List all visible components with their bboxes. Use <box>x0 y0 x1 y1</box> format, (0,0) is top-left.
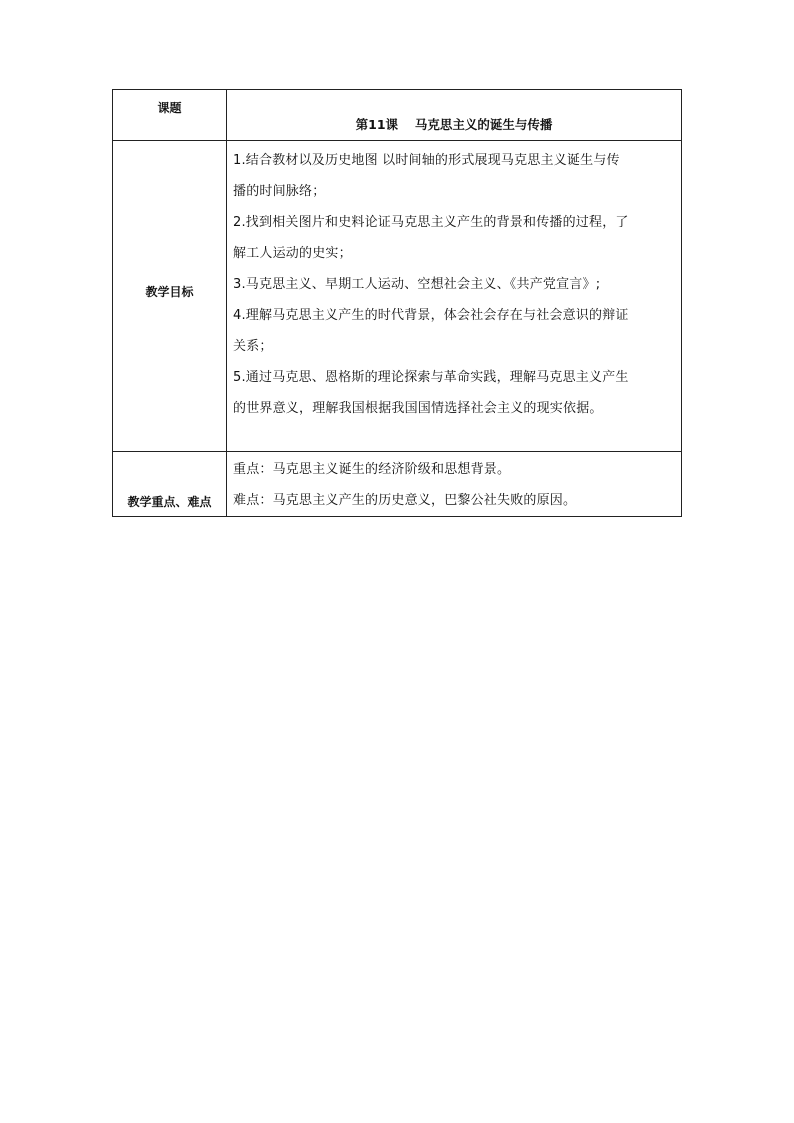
goal-line: 解工人运动的史实； <box>233 246 352 261</box>
goals-label-cell <box>113 141 227 452</box>
title-label: 课题 <box>157 101 182 115</box>
key-point: 重点：马克思主义诞生的经济阶级和思想背景。 <box>233 462 511 477</box>
lesson-title: 第11课 马克思主义的诞生与传播 <box>355 117 553 132</box>
key-label: 教学重点、难点 <box>127 495 212 509</box>
goal-line: 的世界意义，理解我国根据我国国情选择社会主义的现实依据。 <box>233 401 603 416</box>
goal-line: 5.通过马克思、恩格斯的理论探索与革命实践，理解马克思主义产生 <box>233 370 629 385</box>
goal-line: 2.找到相关图片和史料论证马克思主义产生的背景和传播的过程，了 <box>233 215 629 230</box>
key-label-cell <box>113 452 227 517</box>
goal-line: 播的时间脉络； <box>233 184 326 199</box>
lesson-plan-table <box>112 89 682 517</box>
goal-line: 1.结合教材以及历史地图 以时间轴的形式展现马克思主义诞生与传 <box>233 153 620 168</box>
goals-list <box>227 141 681 424</box>
goals-content-cell <box>227 141 682 452</box>
goals-label: 教学目标 <box>145 284 194 299</box>
goals-row <box>113 141 682 452</box>
goal-line: 3.马克思主义、早期工人运动、空想社会主义、《共产党宣言》; <box>233 277 601 292</box>
key-content-cell <box>227 452 682 517</box>
goal-line: 关系； <box>233 339 273 354</box>
title-row <box>113 90 682 141</box>
title-content-cell <box>227 90 682 141</box>
goal-line: 4.理解马克思主义产生的时代背景，体会社会存在与社会意识的辩证 <box>233 308 629 323</box>
key-points-list <box>227 452 681 516</box>
difficult-point: 难点：马克思主义产生的历史意义，巴黎公社失败的原因。 <box>233 493 577 508</box>
title-label-cell <box>113 90 227 141</box>
key-points-row <box>113 452 682 517</box>
